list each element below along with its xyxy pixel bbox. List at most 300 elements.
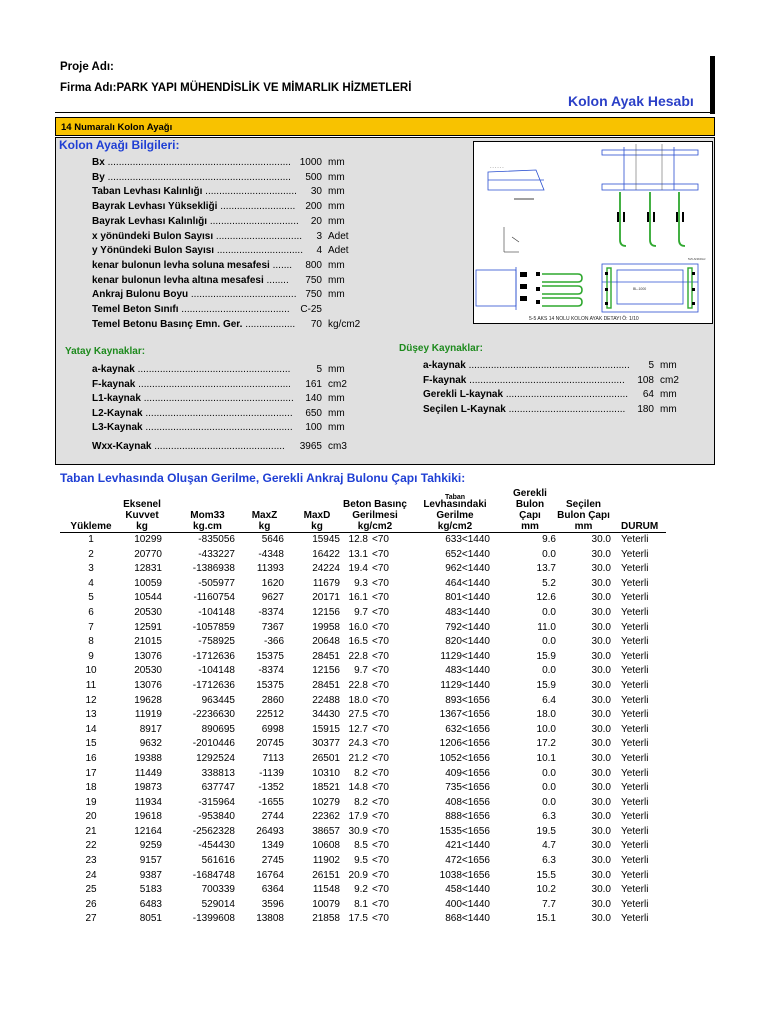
- cell-beton-limit: <70: [372, 665, 389, 677]
- dusey-row-unit: mm: [660, 403, 677, 415]
- cell-maxz: -8374: [258, 606, 284, 618]
- cell-eksenel: 13076: [134, 679, 162, 691]
- cell-mom33: 963445: [201, 694, 235, 706]
- cell-maxz: 6998: [261, 723, 284, 735]
- cell-mom33: -454430: [198, 840, 235, 852]
- cell-maxd: 22488: [312, 694, 340, 706]
- cell-taban-gerilme: 408<1656: [445, 796, 490, 808]
- cell-beton-value: 9.7: [354, 606, 368, 618]
- cell-gerekli-cap: 0.0: [542, 782, 556, 794]
- cell-taban-gerilme: 820<1440: [445, 636, 490, 648]
- cell-mom33: -1684748: [192, 869, 235, 881]
- info-row-value: C-25: [300, 304, 322, 315]
- cell-gerekli-cap: 11.0: [537, 621, 556, 633]
- cell-gerekli-cap: 19.5: [536, 825, 556, 837]
- cell-maxd: 10608: [312, 840, 340, 852]
- cell-maxd: 10310: [312, 767, 340, 779]
- cell-durum: Yeterli: [621, 811, 649, 823]
- info-row-dots: ...........................: [217, 201, 296, 213]
- cell-taban-gerilme: 400<1440: [445, 898, 490, 910]
- info-row-unit: kg/cm2: [328, 318, 361, 330]
- cell-secilen-cap: 30.0: [591, 534, 611, 545]
- dusey-row-unit: mm: [660, 389, 677, 401]
- cell-beton-value: 22.8: [348, 650, 368, 662]
- cell-eksenel: 8051: [139, 913, 162, 925]
- project-name-label: Proje Adı:: [60, 61, 114, 73]
- yatay-row-unit: mm: [328, 407, 345, 419]
- cell-mom33: -758925: [198, 636, 235, 648]
- cell-taban-gerilme: 483<1440: [445, 665, 490, 677]
- cell-maxd: 34430: [312, 709, 340, 721]
- cell-beton-limit: <70: [372, 577, 389, 589]
- cell-maxd: 28451: [312, 650, 340, 662]
- info-row-dots: .......................................: [178, 304, 290, 315]
- cell-maxz: 15375: [256, 650, 284, 662]
- cell-durum: Yeterli: [621, 782, 649, 794]
- col-taban: Taban Levhasındaki Gerilme kg/cm2: [410, 488, 490, 533]
- info-row-value: 200: [305, 201, 322, 213]
- cell-eksenel: 10544: [134, 592, 162, 604]
- cell-gerekli-cap: 4.7: [542, 840, 556, 852]
- cell-gerekli-cap: 10.2: [536, 884, 556, 896]
- cell-mom33: -1057859: [192, 621, 235, 633]
- cell-durum: Yeterli: [621, 621, 649, 633]
- info-row-unit: mm: [328, 186, 345, 198]
- cell-gerekli-cap: 15.5: [536, 869, 556, 881]
- cell-secilen-cap: 30.0: [591, 884, 611, 896]
- cell-beton-value: 9.5: [354, 855, 368, 867]
- info-row-dots: ...............................: [214, 245, 303, 257]
- cell-yukleme: 6: [88, 606, 94, 618]
- cell-beton-limit: <70: [372, 913, 389, 925]
- cell-beton-limit: <70: [372, 869, 389, 881]
- yatay-row-value: 3965: [299, 441, 322, 452]
- info-row-dots: ................................: [207, 215, 299, 227]
- cell-beton-limit: <70: [372, 825, 389, 837]
- yatay-row-dots: .......................................................: [134, 364, 291, 375]
- cell-secilen-cap: 30.0: [591, 825, 611, 837]
- cell-durum: Yeterli: [621, 752, 649, 764]
- cell-yukleme: 4: [88, 577, 94, 589]
- info-row-value: 750: [305, 289, 322, 301]
- cell-durum: Yeterli: [621, 884, 649, 896]
- svg-text:BL-1000: BL-1000: [633, 287, 647, 291]
- cell-eksenel: 20530: [134, 606, 162, 618]
- cell-taban-gerilme: 893<1656: [445, 694, 490, 706]
- info-row-unit: Adet: [328, 230, 349, 242]
- cell-maxz: 11393: [256, 563, 284, 575]
- cell-gerekli-cap: 17.2: [536, 738, 556, 750]
- info-row-label-text: Taban Levhası Kalınlığı: [92, 186, 203, 198]
- cell-gerekli-cap: 0.0: [542, 548, 556, 560]
- cell-beton-value: 18.0: [348, 694, 368, 706]
- yatay-row-dots: .....................................................: [142, 407, 293, 419]
- cell-secilen-cap: 30.0: [591, 767, 611, 779]
- cell-maxd: 12156: [312, 665, 340, 677]
- cell-gerekli-cap: 5.2: [542, 577, 556, 589]
- cell-gerekli-cap: 15.1: [536, 913, 556, 925]
- cell-maxd: 11902: [312, 855, 340, 867]
- table-row: [60, 825, 666, 840]
- info-row-value: 30: [310, 186, 322, 198]
- cell-taban-gerilme: 792<1440: [445, 621, 490, 633]
- results-header-row: [60, 488, 666, 533]
- info-row-dots: ..................: [242, 318, 296, 330]
- cell-mom33: 700339: [201, 884, 235, 896]
- cell-maxz: 2745: [261, 855, 284, 867]
- dusey-row-unit: cm2: [660, 374, 679, 386]
- table-row: [60, 635, 666, 650]
- cell-maxz: 1620: [261, 577, 284, 589]
- cell-taban-gerilme: 1535<1656: [439, 825, 490, 837]
- cell-yukleme: 14: [85, 723, 97, 735]
- cell-eksenel: 9259: [139, 840, 162, 852]
- cell-beton-limit: <70: [372, 855, 389, 867]
- info-row-dots: ..................................................................: [104, 171, 291, 183]
- results-title: Taban Levhasında Oluşan Gerilme, Gerekli Ankraj Bulonu Çapı Tahkiki:: [60, 471, 466, 485]
- cell-secilen-cap: 30.0: [591, 548, 611, 560]
- cell-beton-limit: <70: [372, 694, 389, 706]
- yatay-row-value: 100: [305, 422, 322, 434]
- info-row-value: 800: [305, 259, 322, 271]
- dusey-row-dots: ..........................................................: [465, 360, 630, 371]
- table-row: [60, 533, 666, 548]
- cell-yukleme: 22: [85, 840, 97, 852]
- info-row-label-text: Ankraj Bulonu Boyu: [92, 289, 189, 301]
- dusey-row-unit: mm: [660, 360, 677, 371]
- cell-durum: Yeterli: [621, 694, 649, 706]
- cell-eksenel: 11934: [134, 796, 162, 808]
- detail-drawing-svg: [474, 142, 712, 323]
- cell-maxz: 26493: [256, 825, 284, 837]
- cell-durum: Yeterli: [621, 913, 649, 925]
- cell-maxz: -1655: [258, 796, 284, 808]
- cell-beton-value: 12.8: [348, 534, 368, 545]
- cell-maxd: 12156: [312, 606, 340, 618]
- yatay-row-unit: cm2: [328, 378, 347, 390]
- cell-maxz: 16764: [256, 869, 284, 881]
- cell-maxz: -366: [263, 636, 284, 648]
- cell-gerekli-cap: 10.1: [536, 752, 556, 764]
- cell-mom33: -104148: [198, 665, 235, 677]
- cell-secilen-cap: 30.0: [591, 592, 611, 604]
- info-row-unit: mm: [328, 171, 345, 183]
- cell-taban-gerilme: 868<1440: [445, 913, 490, 925]
- cell-mom33: -1399608: [192, 913, 235, 925]
- cell-yukleme: 7: [88, 621, 94, 633]
- table-row: [60, 796, 666, 811]
- cell-yukleme: 3: [88, 563, 94, 575]
- col-mom33: Mom33 kg.cm: [162, 488, 235, 533]
- table-row: [60, 708, 666, 723]
- cell-secilen-cap: 30.0: [591, 694, 611, 706]
- cell-beton-value: 12.7: [348, 723, 368, 735]
- cell-beton-limit: <70: [372, 621, 389, 633]
- cell-taban-gerilme: 801<1440: [445, 592, 490, 604]
- cell-mom33: -1712636: [192, 650, 235, 662]
- cell-eksenel: 9387: [139, 869, 162, 881]
- cell-mom33: 529014: [201, 898, 235, 910]
- cell-eksenel: 9157: [139, 855, 162, 867]
- cell-mom33: -2236630: [192, 709, 235, 721]
- cell-maxz: 22512: [256, 709, 284, 721]
- cell-taban-gerilme: 458<1440: [445, 884, 490, 896]
- cell-maxd: 20171: [312, 592, 340, 604]
- cell-mom33: 561616: [201, 855, 235, 867]
- cell-secilen-cap: 30.0: [591, 898, 611, 910]
- table-row: [60, 723, 666, 738]
- col-yukleme: Yükleme: [60, 488, 122, 533]
- cell-durum: Yeterli: [621, 855, 649, 867]
- dusey-row-dots: ........................................................: [466, 374, 625, 386]
- cell-gerekli-cap: 9.6: [542, 534, 556, 545]
- table-row: [60, 781, 666, 796]
- cell-yukleme: 26: [85, 898, 97, 910]
- cell-gerekli-cap: 0.0: [542, 767, 556, 779]
- info-row-unit: mm: [328, 259, 345, 271]
- cell-beton-limit: <70: [372, 782, 389, 794]
- cell-secilen-cap: 30.0: [591, 913, 611, 925]
- cell-durum: Yeterli: [621, 738, 649, 750]
- cell-eksenel: 11449: [134, 767, 162, 779]
- table-row: [60, 694, 666, 709]
- cell-durum: Yeterli: [621, 898, 649, 910]
- yatay-row-dots: .....................................................: [142, 422, 293, 434]
- cell-beton-limit: <70: [372, 636, 389, 648]
- cell-maxz: 6364: [261, 884, 284, 896]
- info-row-value: 1000: [299, 157, 322, 168]
- cell-beton-value: 16.5: [348, 636, 368, 648]
- cell-beton-value: 27.5: [348, 709, 368, 721]
- cell-yukleme: 27: [85, 913, 97, 925]
- yatay-row-dots: ...............................................: [151, 441, 285, 452]
- cell-gerekli-cap: 0.0: [542, 796, 556, 808]
- cell-yukleme: 17: [85, 767, 97, 779]
- table-row: [60, 737, 666, 752]
- cell-beton-value: 16.0: [348, 621, 368, 633]
- dusey-row-label-text: F-kaynak: [423, 374, 467, 386]
- info-row-unit: mm: [328, 201, 345, 213]
- cell-maxd: 30377: [312, 738, 340, 750]
- col-beton: Beton Basınç Gerilmesi kg/cm2: [340, 488, 410, 533]
- cell-eksenel: 8917: [139, 723, 162, 735]
- results-body: [60, 533, 666, 928]
- cell-mom33: -1712636: [192, 679, 235, 691]
- cell-durum: Yeterli: [621, 767, 649, 779]
- yatay-row-dots: ......................................................: [140, 393, 294, 405]
- cell-beton-limit: <70: [372, 752, 389, 764]
- column-foot-drawing: [473, 141, 713, 324]
- cell-beton-value: 20.9: [348, 869, 368, 881]
- cell-secilen-cap: 30.0: [591, 679, 611, 691]
- table-row: [60, 869, 666, 884]
- info-row-label-text: Temel Betonu Basınç Emn. Ger.: [92, 318, 243, 330]
- cell-maxz: 1349: [261, 840, 284, 852]
- cell-mom33: -2010446: [192, 738, 235, 750]
- cell-beton-value: 8.1: [354, 898, 368, 910]
- yatay-row-dots: .......................................................: [135, 378, 291, 390]
- cell-gerekli-cap: 10.0: [536, 723, 556, 735]
- cell-durum: Yeterli: [621, 592, 649, 604]
- cell-mom33: -104148: [198, 606, 235, 618]
- cell-taban-gerilme: 1052<1656: [439, 752, 490, 764]
- cell-maxz: 15375: [256, 679, 284, 691]
- cell-beton-value: 9.2: [354, 884, 368, 896]
- cell-maxd: 10079: [312, 898, 340, 910]
- cell-secilen-cap: 30.0: [591, 840, 611, 852]
- yatay-row-value: 140: [305, 393, 322, 405]
- yatay-row-value: 5: [316, 364, 322, 375]
- cell-beton-value: 24.3: [348, 738, 368, 750]
- cell-taban-gerilme: 652<1440: [445, 548, 490, 560]
- info-row-dots: .................................: [202, 186, 297, 198]
- dusey-row-label-text: Gerekli L-kaynak: [423, 389, 504, 401]
- cell-maxd: 18521: [312, 782, 340, 794]
- col-maxd: MaxD kg: [284, 488, 340, 533]
- cell-beton-limit: <70: [372, 884, 389, 896]
- cell-secilen-cap: 30.0: [591, 606, 611, 618]
- table-row: [60, 679, 666, 694]
- cell-eksenel: 5183: [139, 884, 162, 896]
- cell-maxz: -8374: [258, 665, 284, 677]
- cell-maxz: 7113: [262, 752, 284, 764]
- cell-maxd: 11548: [312, 884, 340, 896]
- cell-taban-gerilme: 1206<1656: [439, 738, 490, 750]
- cell-mom33: 637747: [201, 782, 235, 794]
- cell-yukleme: 12: [85, 694, 97, 706]
- info-row-value: 70: [310, 318, 322, 330]
- table-row: [60, 562, 666, 577]
- cell-eksenel: 12164: [134, 825, 162, 837]
- info-row-unit: Adet: [328, 245, 349, 257]
- info-row-dots: .......: [269, 259, 293, 271]
- cell-maxd: 20648: [312, 636, 340, 648]
- cell-maxz: 2860: [261, 694, 284, 706]
- yatay-row-label: [92, 364, 290, 375]
- table-row: [60, 854, 666, 869]
- cell-maxd: 26501: [312, 752, 340, 764]
- yatay-row-label-text: Wxx-Kaynak: [92, 441, 152, 452]
- cell-maxd: 28451: [312, 679, 340, 691]
- cell-durum: Yeterli: [621, 534, 649, 545]
- cell-durum: Yeterli: [621, 563, 649, 575]
- cell-secilen-cap: 30.0: [591, 621, 611, 633]
- info-row-label-text: Temel Beton Sınıfı: [92, 304, 179, 315]
- cell-gerekli-cap: 18.0: [536, 709, 556, 721]
- cell-yukleme: 18: [85, 782, 97, 794]
- info-row-dots: ......................................: [188, 289, 297, 301]
- cell-yukleme: 15: [85, 738, 97, 750]
- cell-taban-gerilme: 962<1440: [445, 563, 490, 575]
- cell-mom33: -2562328: [192, 825, 235, 837]
- cell-beton-value: 16.1: [348, 592, 368, 604]
- dusey-row-value: 5: [648, 360, 654, 371]
- yatay-row-label-text: F-kaynak: [92, 378, 136, 390]
- table-row: [60, 839, 666, 854]
- cell-taban-gerilme: 464<1440: [445, 577, 490, 589]
- cell-taban-gerilme: 472<1656: [445, 855, 490, 867]
- cell-beton-value: 22.8: [348, 679, 368, 691]
- cell-secilen-cap: 30.0: [591, 738, 611, 750]
- cell-mom33: -1386938: [192, 563, 235, 575]
- cell-beton-value: 8.2: [354, 796, 368, 808]
- cell-eksenel: 19618: [134, 811, 162, 823]
- cell-beton-limit: <70: [372, 679, 389, 691]
- dusey-row-dots: ............................................: [503, 389, 629, 401]
- yatay-row-label: [92, 441, 285, 452]
- cell-maxd: 24224: [312, 563, 340, 575]
- cell-maxz: 2744: [261, 811, 284, 823]
- section-bar-label: 14 Numaralı Kolon Ayağı: [61, 122, 173, 133]
- cell-maxz: 20745: [256, 738, 284, 750]
- col-durum: DURUM: [611, 488, 666, 533]
- col-secilen: Seçilen Bulon Çapı mm: [556, 488, 611, 533]
- info-row-label-text: x yönündeki Bulon Sayısı: [92, 230, 214, 242]
- cell-mom33: -1160754: [193, 592, 235, 604]
- dusey-row-dots: ..........................................: [505, 403, 626, 415]
- cell-taban-gerilme: 633<1440: [445, 534, 490, 545]
- table-row: [60, 810, 666, 825]
- cell-eksenel: 21015: [134, 636, 162, 648]
- cell-gerekli-cap: 7.7: [542, 898, 556, 910]
- cell-beton-value: 8.5: [354, 840, 368, 852]
- cell-taban-gerilme: 632<1656: [445, 723, 490, 735]
- yatay-heading: Yatay Kaynaklar:: [65, 346, 146, 357]
- cell-taban-gerilme: 421<1440: [445, 840, 490, 852]
- cell-yukleme: 2: [88, 548, 94, 560]
- cell-beton-limit: <70: [372, 548, 389, 560]
- cell-secilen-cap: 30.0: [591, 577, 611, 589]
- info-row-dots: ...............................: [213, 230, 303, 242]
- cell-beton-limit: <70: [372, 650, 389, 662]
- cell-beton-limit: <70: [372, 898, 389, 910]
- info-row-unit: mm: [328, 289, 345, 301]
- cell-secilen-cap: 30.0: [591, 563, 611, 575]
- page-title: Kolon Ayak Hesabı: [568, 93, 694, 109]
- table-row: [60, 650, 666, 665]
- info-row-dots: ..................................................................: [104, 157, 291, 168]
- cell-yukleme: 13: [85, 709, 97, 721]
- cell-maxz: -1139: [259, 767, 284, 779]
- info-row-label-text: y Yönündeki Bulon Sayısı: [92, 245, 215, 257]
- cell-beton-limit: <70: [372, 606, 389, 618]
- yatay-row-unit: mm: [328, 393, 345, 405]
- cell-gerekli-cap: 15.9: [536, 650, 556, 662]
- cell-taban-gerilme: 1129<1440: [440, 650, 490, 662]
- cell-taban-gerilme: 1038<1656: [439, 869, 490, 881]
- cell-durum: Yeterli: [621, 606, 649, 618]
- info-row-label: [92, 275, 289, 286]
- cell-durum: Yeterli: [621, 840, 649, 852]
- yatay-row-label-text: L1-kaynak: [92, 393, 141, 405]
- cell-secilen-cap: 30.0: [591, 796, 611, 808]
- cell-beton-limit: <70: [372, 738, 389, 750]
- info-row-dots: ........: [263, 274, 289, 286]
- cell-secilen-cap: 30.0: [591, 752, 611, 764]
- cell-gerekli-cap: 6.3: [542, 855, 556, 867]
- cell-gerekli-cap: 13.7: [536, 563, 556, 575]
- cell-gerekli-cap: 6.4: [542, 694, 556, 706]
- cell-durum: Yeterli: [621, 548, 649, 560]
- table-row: [60, 912, 666, 927]
- cell-maxz: 3596: [261, 898, 284, 910]
- cell-taban-gerilme: 888<1656: [445, 811, 490, 823]
- cell-maxd: 11679: [312, 577, 340, 589]
- cell-beton-limit: <70: [372, 709, 389, 721]
- cell-beton-limit: <70: [372, 563, 389, 575]
- yatay-row-unit: mm: [328, 422, 345, 434]
- info-row-value: 3: [316, 230, 322, 242]
